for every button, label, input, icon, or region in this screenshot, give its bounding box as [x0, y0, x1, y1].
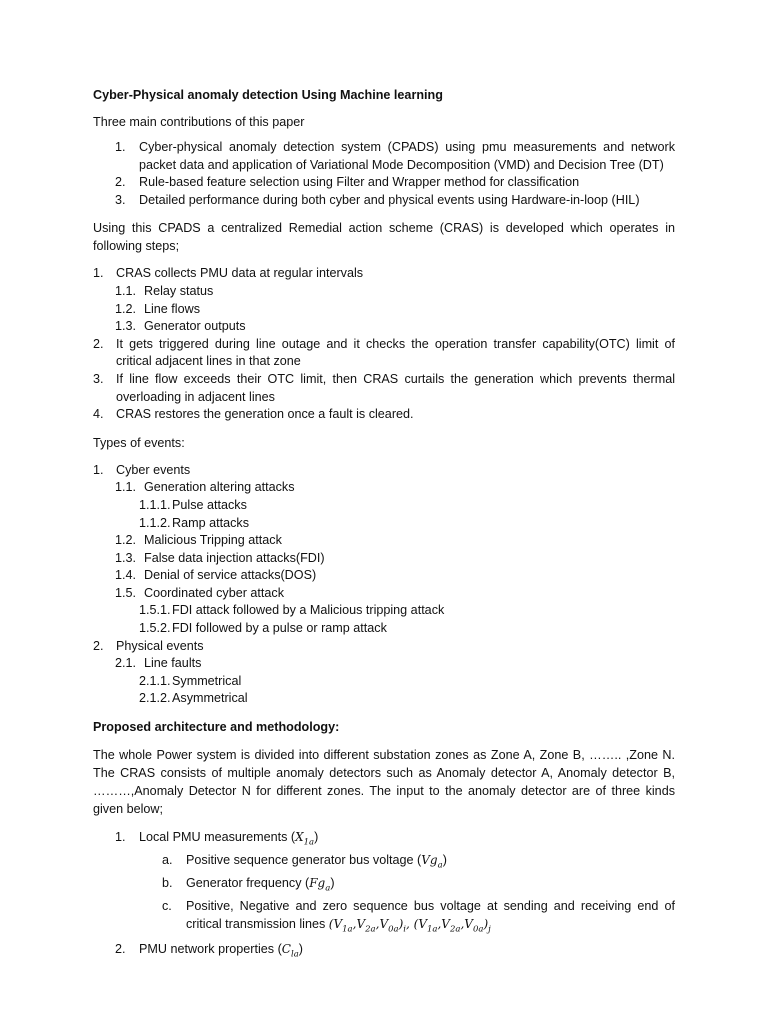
- event-item: [93, 602, 675, 620]
- list-text: Symmetrical: [172, 673, 242, 688]
- list-number: 3.: [115, 192, 126, 207]
- list-text: Ramp attacks: [172, 515, 249, 530]
- input-subitem-a: a. Positive sequence generator bus voltage $(Vg_a)$: [162, 853, 447, 871]
- cras-step-item: [93, 336, 675, 371]
- list-text: Detailed performance during both cyber and physical events using Hardware-in-loop (HIL): [139, 192, 640, 207]
- cras-step-item: [93, 371, 675, 406]
- list-number: 1.1.: [115, 283, 137, 298]
- inputs-list: [93, 829, 675, 964]
- list-number: 2.: [115, 175, 126, 190]
- event-item: [93, 462, 675, 480]
- list-number: a.: [162, 853, 173, 868]
- event-item: [93, 620, 675, 638]
- list-number: 4.: [93, 407, 104, 422]
- input-item-network: 2. PMU network properties $(C_{la})$: [115, 941, 303, 959]
- contribution-item: [93, 192, 675, 210]
- list-text: False data injection attacks(FDI): [144, 550, 325, 565]
- list-number: 1.5.2.: [139, 621, 171, 636]
- list-text: Positive, Negative and zero sequence bus voltage at sending and receiving end of critical transmission lines: [186, 898, 675, 931]
- event-item: [93, 497, 675, 515]
- event-item: [93, 585, 675, 603]
- list-number: 3.: [93, 371, 104, 386]
- doc-title: Cyber-Physical anomaly detection Using Machine learning: [93, 88, 443, 102]
- list-number: 1.4.: [115, 568, 137, 583]
- math-symbol: $Vg_a$: [421, 853, 443, 871]
- arch-heading: Proposed architecture and methodology:: [93, 720, 340, 735]
- list-text: Rule-based feature selection using Filter and Wrapper method for classification: [139, 175, 580, 190]
- list-text: Cyber-physical anomaly detection system (CPADS) using pmu measurements and network packet data and application of Variational Mode Decomposition (VMD) and Decision Tree (DT): [139, 140, 675, 172]
- contributions-list: [93, 139, 675, 209]
- list-number: 2.: [93, 638, 104, 653]
- cras-step-item: [93, 265, 675, 283]
- list-number: 1.5.: [115, 585, 137, 600]
- list-text: Positive sequence generator bus voltage: [186, 853, 414, 868]
- list-number: 1.: [115, 830, 126, 845]
- input-subitem-b: b. Generator frequency $(Fg_a)$: [162, 876, 335, 894]
- list-text: Denial of service attacks(DOS): [144, 568, 317, 583]
- list-text: Physical events: [116, 638, 204, 653]
- math-symbol: $C_{la}$: [281, 941, 299, 959]
- list-number: 2.1.2.: [139, 691, 171, 706]
- event-item: [93, 567, 675, 585]
- list-text: Local PMU measurements: [139, 830, 288, 845]
- math-symbol: $Fg_a$: [309, 876, 331, 894]
- list-number: b.: [162, 876, 173, 890]
- list-text: It gets triggered during line outage and it checks the operation transfer capability(OTC) limit of critical adjacent lines in that zone: [116, 336, 675, 369]
- list-number: c.: [162, 898, 172, 913]
- input-item-local-pmu: 1. Local PMU measurements $(X_{1a})$: [115, 830, 319, 848]
- list-number: 2.1.1.: [139, 673, 171, 688]
- list-text: Pulse attacks: [172, 497, 247, 512]
- list-text: Line flows: [144, 301, 201, 316]
- list-number: 2.1.: [115, 656, 137, 671]
- list-number: 1.2.: [115, 301, 137, 316]
- contribution-item: [93, 139, 675, 174]
- event-item: [93, 532, 675, 550]
- list-text: Generator frequency: [186, 876, 302, 890]
- list-text: Generator outputs: [144, 319, 246, 334]
- list-text: Generation altering attacks: [144, 480, 295, 495]
- cras-steps-list: [93, 265, 675, 423]
- list-number: 1.: [115, 140, 126, 154]
- cras-intro: Using this CPADS a centralized Remedial action scheme (CRAS) is developed which operates in following steps;: [93, 221, 675, 254]
- cras-step-item: [93, 406, 675, 424]
- input-subitem-c: [93, 898, 675, 939]
- list-number: 1.: [93, 266, 104, 281]
- list-number: 1.1.1.: [139, 497, 171, 512]
- list-text: Line faults: [144, 656, 202, 671]
- cras-step-item: [93, 283, 675, 301]
- list-number: 1.3.: [115, 550, 137, 565]
- list-number: 1.5.1.: [139, 603, 171, 618]
- list-text: Asymmetrical: [172, 691, 248, 706]
- event-item: [93, 638, 675, 656]
- event-item: [93, 479, 675, 497]
- cras-step-item: [93, 301, 675, 319]
- arch-paragraph: The whole Power system is divided into different substation zones as Zone A, Zone B, …….. ,Zone N. The CRAS consists of multiple anomaly detectors such as Anomaly detector A, Anomaly detector B, ………,Anomaly Detector N for different zones. The input to the anomaly detector are of three kinds given below;: [93, 748, 675, 817]
- list-number: 2.: [93, 336, 104, 351]
- list-text: CRAS collects PMU data at regular intervals: [116, 266, 364, 281]
- list-number: 2.: [115, 941, 126, 956]
- list-text: PMU network properties: [139, 941, 275, 956]
- cras-step-item: [93, 318, 675, 336]
- event-item: [93, 515, 675, 533]
- math-symbol: $X_{1a}$: [295, 830, 315, 848]
- list-text: If line flow exceeds their OTC limit, then CRAS curtails the generation which prevents thermal overloading in adjacent lines: [116, 371, 675, 404]
- list-number: 1.3.: [115, 319, 137, 334]
- list-number: 1.1.2.: [139, 515, 171, 530]
- list-text: FDI attack followed by a Malicious tripping attack: [172, 603, 445, 618]
- list-number: 1.2.: [115, 533, 137, 548]
- event-item: [93, 690, 675, 708]
- contrib-heading: Three main contributions of this paper: [93, 115, 305, 129]
- math-expression: $(V_{1a},V_{2a},V_{0a})_i$, $(V_{1a},V_{2a},V_{0a})_j$: [328, 916, 491, 934]
- document-page: [93, 86, 675, 964]
- list-text: CRAS restores the generation once a fault is cleared.: [116, 407, 414, 422]
- list-number: 1.: [93, 462, 104, 477]
- list-text: Coordinated cyber attack: [144, 585, 285, 600]
- event-item: [93, 655, 675, 673]
- list-text: Malicious Tripping attack: [144, 533, 282, 548]
- list-number: 1.1.: [115, 480, 137, 495]
- list-text: Cyber events: [116, 462, 191, 477]
- contribution-item: [93, 174, 675, 192]
- event-item: [93, 550, 675, 568]
- events-heading: Types of events:: [93, 435, 185, 450]
- list-text: FDI followed by a pulse or ramp attack: [172, 621, 387, 636]
- list-text: Relay status: [144, 283, 214, 298]
- events-list: [93, 462, 675, 708]
- event-item: [93, 673, 675, 691]
